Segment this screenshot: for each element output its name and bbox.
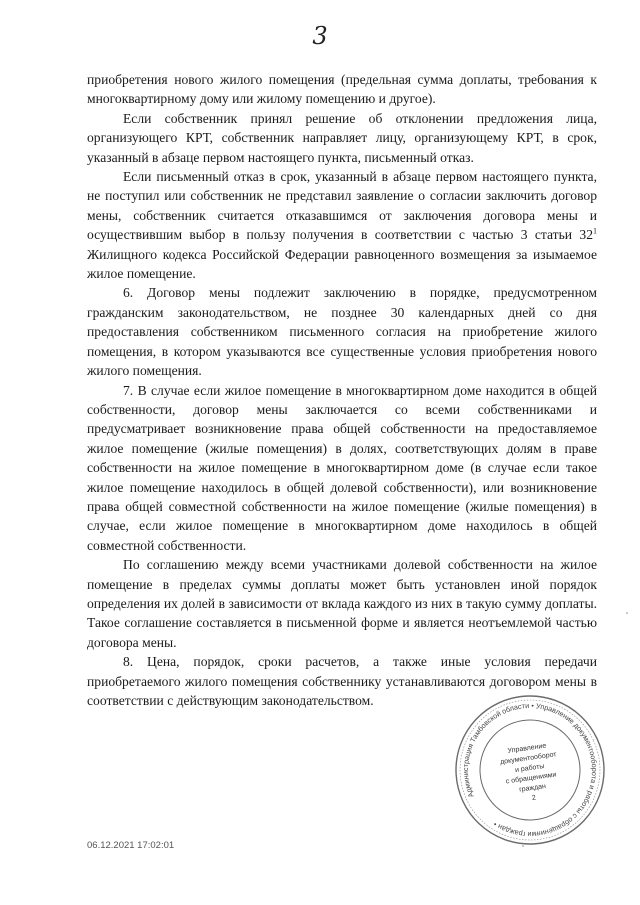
stamp-center — [498, 741, 563, 805]
paragraph-refusal: Если собственник принял решение об отклонении предложения лица, организующего КРТ, собственник направляет лицу, организующему КРТ, в срок, указанный в абзаце первом настоящего пункта, письменный отказ. — [87, 110, 597, 165]
article-superscript: 1 — [593, 226, 597, 236]
footer-timestamp: 06.12.2021 17:02:01 — [87, 840, 175, 851]
paragraph-no-refusal-tail: Жилищного кодекса Российской Федерации равноценного возмещения за изымаемое жилое помещение. — [87, 246, 597, 282]
stamp-ring-text: Администрация Тамбовской области • Управление документооборота и работы с обращениями граждан • — [460, 700, 600, 840]
paragraph-continuation: приобретения нового жилого помещения (предельная сумма доплаты, требования к многоквартирному дому или жилому помещению и другое). — [87, 72, 597, 107]
scan-speck — [626, 612, 628, 614]
paragraph-no-refusal — [87, 167, 597, 283]
official-stamp — [450, 690, 610, 850]
stamp-line-3: и работы — [514, 762, 545, 775]
document-body — [87, 70, 597, 710]
stamp-line-5: граждан — [518, 782, 547, 794]
paragraph-no-refusal-text: Если письменный отказ в срок, указанный в абзаце первом настоящего пункта, не поступил или собственник не представил заявление о согласии заключить договор мены, собственник считается отказавшимся от заключения договора мены и осуществившим выбор в пользу получения в соответствии с частью 3 статьи 32 — [87, 169, 597, 243]
stamp-line-1: Управление — [507, 742, 547, 755]
paragraph-shared-ownership: По соглашению между всеми участниками долевой собственности на жилое помещение в пределах суммы доплаты может быть установлен иной порядок определения их долей в зависимости от вклада каждого из них в такую сумму доплаты. Такое соглашение составляется в письменной форме и является неотъемлемой частью договора мены. — [87, 557, 597, 650]
stamp-line-2: документооборот — [499, 751, 557, 767]
stamp-line-4: с обращениями — [505, 771, 557, 786]
paragraph-item-8: 8. Цена, порядок, сроки расчетов, а также иные условия передачи приобретаемого жилого помещения собственнику устанавливаются договором мены в соответствии с действующим законодательством. — [87, 654, 597, 708]
page-number: 3 — [312, 22, 328, 50]
paragraph-item-6: 6. Договор мены подлежит заключению в порядке, предусмотренном гражданским законодательством, не позднее 30 календарных дней со дня предоставления собственником письменного согласия на приобретение жилого помещения, в котором указываются все существенные условия приобретения нового жилого помещения. — [87, 285, 597, 379]
paragraph-item-7: 7. В случае если жилое помещение в многоквартирном доме находится в общей собственности, договор мены заключается со всеми собственниками и предусматривает возникновение права общей собственности на предоставляемое жилое помещение (жилые помещения) в долях, соответствующих долям в праве собственности на жилое помещение в многоквартирном доме (в случае если такое жилое помещение находилось в общей долевой собственности), или возникновение права общей совместной собственности на жилое помещение (жилые помещения) в случае, если жилое помещение в многоквартирном доме находилось в общей совместной собственности. — [87, 382, 597, 553]
stamp-line-6: 2 — [531, 794, 537, 802]
scan-speck — [522, 845, 524, 847]
